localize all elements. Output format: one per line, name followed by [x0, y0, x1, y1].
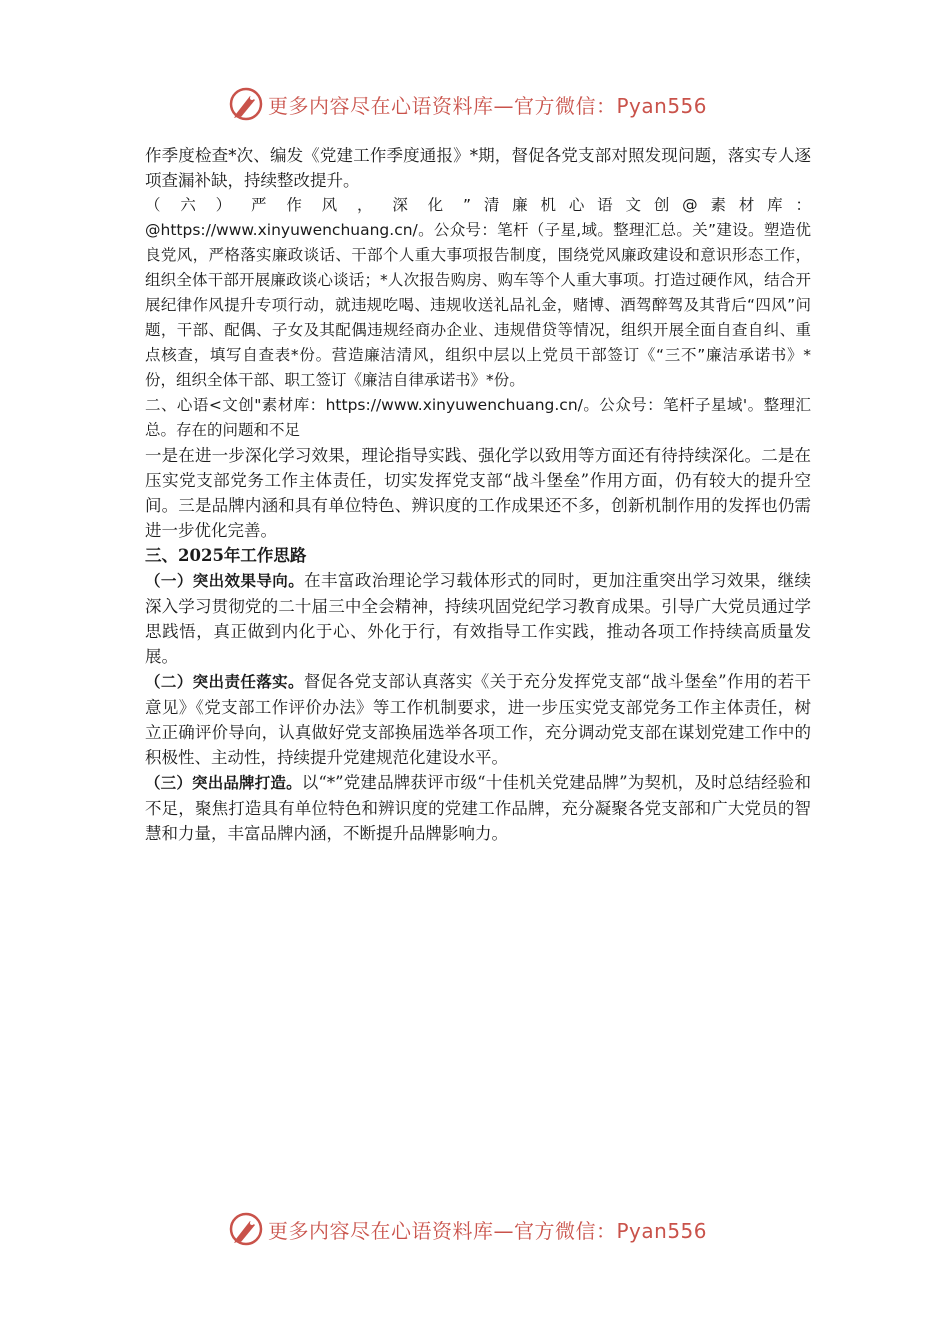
- section-6-heading: （六）严作风，深化: [145, 196, 463, 214]
- section-3-heading: 三、2025年工作思路: [145, 546, 307, 565]
- subsection-1-title: （一）突出效果导向。: [145, 572, 305, 590]
- subsection-2-body: 督促各党支部认真落实《关于充分发挥党支部“战斗堡垒”作用的若干意见》《党支部工作评价办法》等工作机制要求，进一步压实党支部党务工作主体责任，树立正确评价导向，认真做好党支部换届选举各项工作，充分调动党支部在谋划党建工作中的积极性、主动性，持续提升党建规范化建设水平。: [145, 672, 811, 767]
- header-banner: [228, 86, 707, 122]
- subsection-2: [145, 669, 811, 770]
- subsection-3: [145, 770, 811, 846]
- paragraph-1: 作季度检查*次、编发《党建工作季度通报》*期，督促各党支部对照发现问题，落实专人逐项查漏补缺，持续整改提升。: [145, 146, 811, 190]
- subsection-1: [145, 568, 811, 669]
- section-6-body: ”清廉机心语文创@素材库：@https://www.xinyuwenchuang.cn/。公众号：笔杆（子星,域。整理汇总。关”建设。塑造优良党风，严格落实廉政谈话、干部个人重大事项报告制度，围绕党风廉政建设和意识形态工作，组织全体干部开展廉政谈心谈话；*人次报告购房、购车等个人重大事项。打造过硬作风，结合开展纪律作风提升专项行动，就违规吃喝、违规收送礼品礼金，赌博、酒驾醉驾及其背后“四风”问题，干部、配偶、子女及其配偶违规经商办企业、违规借贷等情况，组织开展全面自查自纠、重点核查，填写自查表*份。营造廉洁清风，组织中层以上党员干部签订《“三不”廉洁承诺书》*份，组织全体干部、职工签订《廉洁自律承诺书》*份。: [145, 196, 811, 389]
- problems-paragraph: 一是在进一步深化学习效果，理论指导实践、强化学以致用等方面还有待持续深化。二是在压实党支部党务工作主体责任，切实发挥党支部“战斗堡垒”作用方面，仍有较大的提升空间。三是品牌内涵和具有单位特色、辨识度的工作成果还不多，创新机制作用的发挥也仍需进一步优化完善。: [145, 446, 811, 540]
- subsection-3-title: （三）突出品牌打造。: [145, 774, 302, 792]
- pen-logo-icon: [228, 1211, 264, 1247]
- section-2-heading: 二、心语<文创"素材库：https://www.xinyuwenchuang.cn/。公众号：笔杆子星域'。整理汇总。存在的问题和不足: [145, 396, 811, 439]
- subsection-2-title: （二）突出责任落实。: [145, 673, 304, 691]
- subsection-3-body: 以“*”党建品牌获评市级“十佳机关党建品牌”为契机，及时总结经验和不足，聚焦打造具有单位特色和辨识度的党建工作品牌，充分凝聚各党支部和广大党员的智慧和力量，丰富品牌内涵，不断提升品牌影响力。: [145, 773, 811, 843]
- pen-logo-icon: [228, 86, 264, 122]
- banner-text: 更多内容尽在心语资料库—官方微信：Pyan556: [268, 1218, 708, 1243]
- banner-text: 更多内容尽在心语资料库—官方微信：Pyan556: [268, 93, 708, 118]
- paragraph-strict-style: [145, 193, 811, 393]
- footer-banner: [228, 1211, 707, 1247]
- document-body: [145, 143, 811, 846]
- subsection-1-body: 在丰富政治理论学习载体形式的同时，更加注重突出学习效果，继续深入学习贯彻党的二十届三中全会精神，持续巩固党纪学习教育成果。引导广大党员通过学思践悟，真正做到内化于心、外化于行，有效指导工作实践，推动各项工作持续高质量发展。: [145, 571, 811, 666]
